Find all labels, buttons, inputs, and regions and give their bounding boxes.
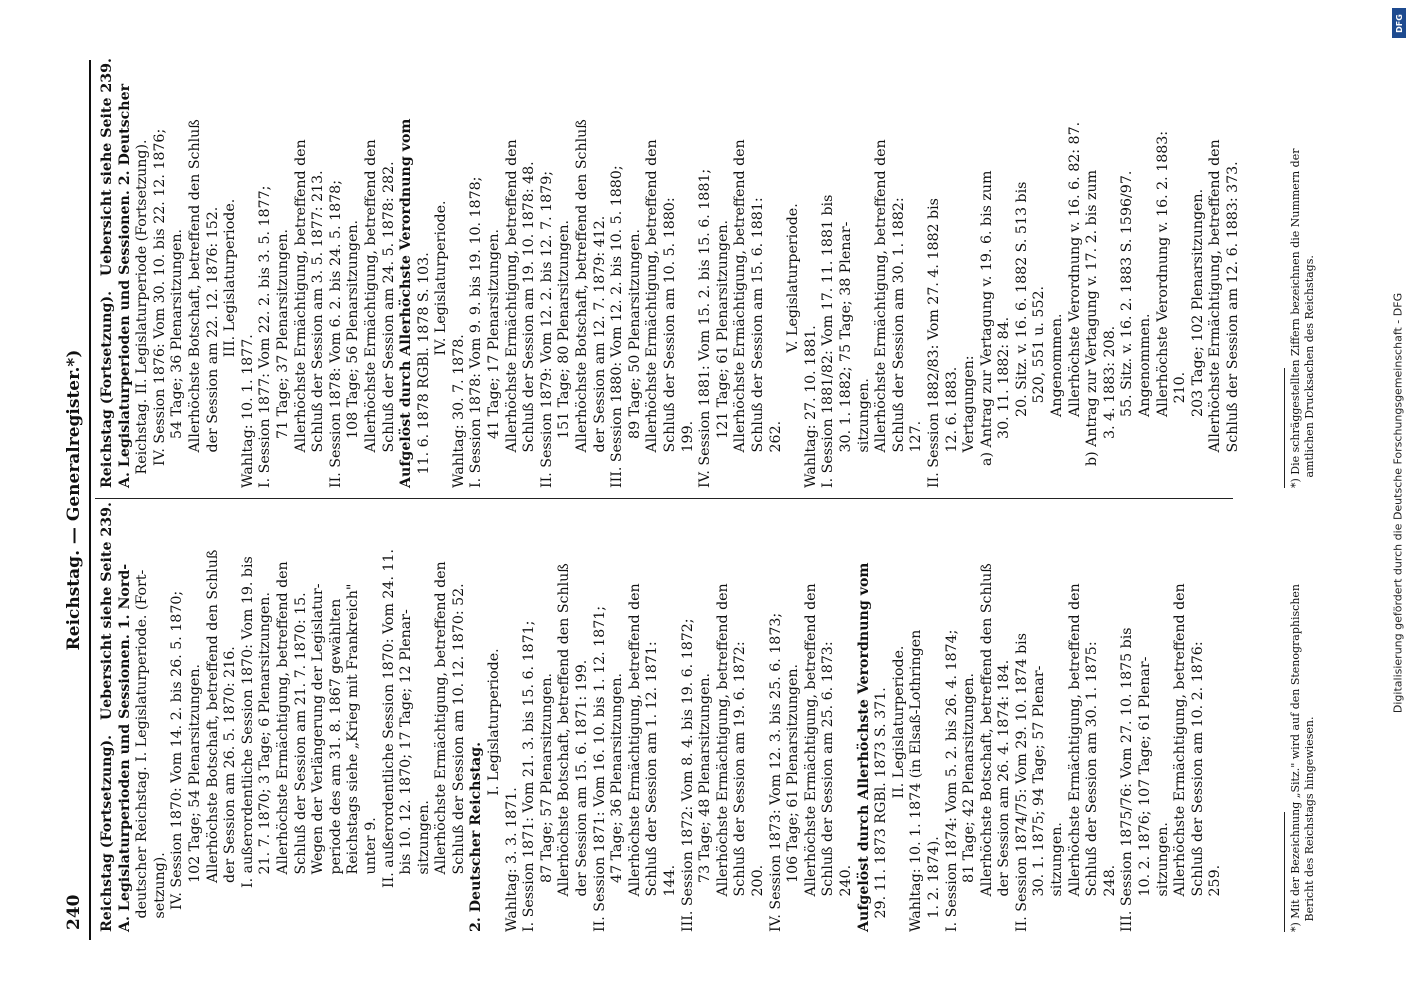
text-line: I. Session 1874: Vom 5. 2. bis 26. 4. 1874; xyxy=(943,629,960,932)
text-line: IV. Session 1881: Vom 15. 2. bis 15. 6. 1881; xyxy=(697,168,714,488)
text-line: Schluß der Session am 15. 6. 1881: xyxy=(749,197,766,466)
text-line: III. Session 1880: Vom 12. 2. bis 10. 5. 1880; xyxy=(609,165,626,488)
text-line: Allerhöchste Ermächtigung, betreffend den xyxy=(1066,583,1083,910)
footnote-rule-left xyxy=(1284,812,1285,932)
text-line: 248. xyxy=(1101,864,1118,910)
text-line: III. Session 1875/76: Vom 27. 10. 1875 bis xyxy=(1119,627,1136,932)
header-rule xyxy=(89,60,91,940)
footnote-right: *) Die schräggestellten Ziffern bezeichnen die Nummern der amtlichen Drucksachen des Reichstags. xyxy=(1289,148,1316,488)
text-line: der Session am 26. 4. 1874: 184. xyxy=(996,659,1013,910)
text-line: Allerhöchste Ermächtigung, betreffend den xyxy=(1207,139,1224,466)
dfg-logo xyxy=(1392,8,1406,38)
footnote-rule-right xyxy=(1284,368,1285,488)
text-line: IV. Session 1876: Vom 30. 10. bis 22. 12. 1876; xyxy=(151,128,168,466)
text-line: sitzungen. xyxy=(855,378,872,466)
text-line: Allerhöchste Ermächtigung, betreffend den xyxy=(873,139,890,466)
text-line: 29. 11. 1873 RGBl. 1873 S. 371. xyxy=(873,687,890,932)
text-line: Allerhöchste Ermächtigung, betreffend den xyxy=(292,139,309,466)
text-line: Reichstag. II. Legislaturperiode (Fortsetzung). xyxy=(134,139,151,488)
column-divider xyxy=(95,498,1233,499)
text-line: der Session am 15. 6. 1871: 199. xyxy=(574,659,591,910)
text-line: II. Legislaturperiode. xyxy=(890,645,907,799)
text-line: sitzungen. xyxy=(415,800,432,888)
text-line: Allerhöchste Ermächtigung, betreffend den xyxy=(626,583,643,910)
text-line: Schluß der Session am 1. 12. 1871: xyxy=(644,641,661,910)
text-line: 89 Tage; 50 Plenarsitzungen. xyxy=(626,228,643,466)
text-line: Schluß der Session am 24. 5. 1878: 282. xyxy=(380,161,397,466)
page-title: Reichstag. — Generalregister.*) xyxy=(64,349,84,651)
text-line: periode des am 31. 8. 1867 gewählten xyxy=(327,598,344,888)
dfg-logo-text: DFG xyxy=(1394,13,1404,33)
text-line: I. außerordentliche Session 1870: Vom 19. bis xyxy=(239,556,256,888)
text-line: deutscher Reichstag. I. Legislaturperiode. (Fort- xyxy=(134,569,151,932)
text-line: Angenommen. xyxy=(1137,313,1154,444)
text-line: Schluß der Session am 19. 6. 1872: xyxy=(732,641,749,910)
text-line: 2. Deutscher Reichstag. xyxy=(468,741,485,932)
text-line: b) Antrag zur Vertagung v. 17. 2. bis zum xyxy=(1084,169,1101,466)
text-line: Allerhöchste Botschaft, betreffend den Schluß xyxy=(204,549,221,910)
text-line: 3. 4. 1883: 208. xyxy=(1101,325,1118,466)
text-line: 108 Tage; 56 Plenarsitzungen. xyxy=(345,219,362,466)
text-line: I. Session 1881/82: Vom 17. 11. 1881 bis xyxy=(820,194,837,488)
text-line: Schluß der Session am 10. 2. 1876: xyxy=(1189,641,1206,910)
text-line: Wahltag: 10. 1. 1874 (in Elsaß-Lothringen xyxy=(908,629,925,932)
text-line: Allerhöchste Botschaft, betreffend den Schluß xyxy=(186,119,203,466)
text-line: Allerhöchste Ermächtigung, betreffend den xyxy=(274,561,291,888)
text-line: 87 Tage; 57 Plenarsitzungen. xyxy=(538,672,555,910)
text-line: Schluß der Session am 3. 5. 1877: 213. xyxy=(310,170,327,466)
text-line: Allerhöchste Botschaft, betreffend den Schluß xyxy=(574,119,591,466)
text-line: A. Legislaturperioden und Sessionen. 2. Deutscher xyxy=(116,83,133,488)
text-line: II. Session 1882/83: Vom 27. 4. 1882 bis xyxy=(925,198,942,488)
text-line: Reichstags siehe „Krieg mit Frankreich" xyxy=(345,583,362,888)
text-line: setzung). xyxy=(151,852,168,932)
text-line: Reichstag (Fortsetzung). Uebersicht siehe Seite 239. xyxy=(99,502,115,932)
text-line: Aufgelöst durch Allerhöchste Verordnung vom xyxy=(398,118,415,488)
text-line: Allerhöchste Ermächtigung, betreffend den xyxy=(732,139,749,466)
credit-text: Digitalisierung gefördert durch die Deutsche Forschungsgemeinschaft - DFG xyxy=(1391,292,1405,714)
text-line: Allerhöchste Verordnung v. 16. 2. 1883: xyxy=(1154,130,1171,444)
text-line: 30. 1. 1875; 94 Tage; 57 Plenar- xyxy=(1031,665,1048,910)
text-line: 54 Tage; 36 Plenarsitzungen. xyxy=(169,228,186,466)
text-line: Allerhöchste Ermächtigung, betreffend den xyxy=(433,561,450,888)
text-line: 47 Tage; 36 Plenarsitzungen. xyxy=(609,672,626,910)
text-line: Vertagungen: xyxy=(961,355,978,466)
text-line: 210. xyxy=(1172,371,1189,444)
rotated-document-page xyxy=(55,60,1345,940)
text-line: Wahltag: 3. 3. 1871. xyxy=(503,787,520,932)
text-line: 55. Sitz. v. 16. 2. 1883 S. 1596/97. xyxy=(1119,170,1136,444)
text-line: II. Session 1874/75: Vom 29. 10. 1874 bis xyxy=(1013,633,1030,932)
text-line: 11. 6. 1878 RGBl. 1878 S. 103. xyxy=(415,252,432,488)
text-line: 102 Tage; 54 Plenarsitzungen. xyxy=(186,663,203,910)
text-line: Allerhöchste Verordnung v. 16. 6. 82: 87. xyxy=(1066,121,1083,444)
text-line: Aufgelöst durch Allerhöchste Verordnung vom xyxy=(855,562,872,932)
text-line: 30. 1. 1882; 75 Tage; 38 Plenar- xyxy=(837,221,854,466)
text-line: II. Session 1871: Vom 16. 10. bis 1. 12. 1871; xyxy=(591,605,608,932)
text-line: Allerhöchste Ermächtigung, betreffend den xyxy=(802,583,819,910)
text-line: der Session am 12. 7. 1879: 412. xyxy=(591,215,608,466)
text-line: IV. Session 1870: Vom 14. 2. bis 26. 5. 1870; xyxy=(169,590,186,910)
text-line: 127. xyxy=(908,420,925,466)
text-line: Angenommen. xyxy=(1049,313,1066,444)
text-line: 30. 11. 1882: 84. xyxy=(996,316,1013,466)
text-line: der Session am 22. 12. 1876: 152. xyxy=(204,206,221,466)
text-line: bis 10. 12. 1870; 17 Tage; 12 Plenar- xyxy=(398,609,415,888)
text-line: 203 Tage; 102 Plenarsitzungen. xyxy=(1189,188,1206,444)
text-line: Wahltag: 27. 10. 1881. xyxy=(802,325,819,488)
text-line: Schluß der Session am 25. 6. 1873: xyxy=(820,641,837,910)
text-line: Schluß der Session am 30. 1. 1875: xyxy=(1084,641,1101,910)
left-column xyxy=(99,502,1345,932)
text-line: 81 Tage; 42 Plenarsitzungen. xyxy=(961,672,978,910)
text-line: 21. 7. 1870; 3 Tage; 6 Plenarsitzungen. xyxy=(257,592,274,888)
text-line: Schluß der Session am 19. 10. 1878: 48. xyxy=(521,161,538,466)
text-line: 520, 551 u. 552. xyxy=(1031,285,1048,444)
text-line: 20. Sitz. v. 16. 6. 1882 S. 513 bis xyxy=(1013,181,1030,444)
text-line: I. Session 1878: Vom 9. 9. bis 19. 10. 1878; xyxy=(468,176,485,488)
text-line: 200. xyxy=(749,864,766,910)
text-line: Allerhöchste Ermächtigung, betreffend den xyxy=(503,139,520,466)
text-line: 199. xyxy=(679,420,696,466)
text-line: 262. xyxy=(767,420,784,466)
text-line: Allerhöchste Ermächtigung, betreffend den xyxy=(644,139,661,466)
text-line: 10. 2. 1876; 107 Tage; 61 Plenar- xyxy=(1137,656,1154,910)
text-line: 121 Tage; 61 Plenarsitzungen. xyxy=(714,219,731,466)
text-line: 41 Tage; 17 Plenarsitzungen. xyxy=(486,228,503,466)
text-line: 106 Tage; 61 Plenarsitzungen. xyxy=(785,663,802,910)
page-number: 240 xyxy=(64,894,84,930)
text-line: 12. 6. 1883. xyxy=(943,366,960,466)
text-line: IV. Session 1873: Vom 12. 3. bis 25. 6. 1873; xyxy=(767,612,784,932)
text-line: a) Antrag zur Vertagung v. 19. 6. bis zum xyxy=(978,170,995,466)
text-line: unter 9. xyxy=(362,817,379,888)
text-line: Reichstag (Fortsetzung). Uebersicht siehe Seite 239. xyxy=(99,58,115,488)
text-line: sitzungen. xyxy=(1154,822,1171,910)
text-line: II. Session 1879: Vom 12. 2. bis 12. 7. 1879; xyxy=(538,170,555,488)
text-line: Schluß der Session am 10. 5. 1880: xyxy=(662,197,678,466)
text-line: II. Session 1878: Vom 6. 2. bis 24. 5. 1878; xyxy=(327,180,344,488)
text-line: IV. Legislaturperiode. xyxy=(433,200,450,356)
text-line: 151 Tage; 80 Plenarsitzungen. xyxy=(556,219,573,466)
text-line: 240. xyxy=(837,864,854,910)
text-line: Allerhöchste Botschaft, betreffend den Schluß xyxy=(978,563,995,910)
text-line: I. Legislaturperiode. xyxy=(486,648,503,796)
text-line: 1. 2. 1874). xyxy=(925,836,942,932)
text-line: III. Legislaturperiode. xyxy=(222,198,239,358)
text-line: 73 Tage; 48 Plenarsitzungen. xyxy=(697,672,714,910)
digitization-credit xyxy=(1391,8,1405,998)
right-column xyxy=(99,58,1345,488)
text-line: Allerhöchste Botschaft, betreffend den Schluß xyxy=(556,563,573,910)
text-line: Schluß der Session am 30. 1. 1882: xyxy=(890,197,907,466)
text-line: Allerhöchste Ermächtigung, betreffend den xyxy=(362,139,379,466)
text-line: Schluß der Session am 10. 12. 1870: 52. xyxy=(450,583,467,888)
text-line: 71 Tage; 37 Plenarsitzungen. xyxy=(274,228,291,466)
text-line: Schluß der Session am 12. 6. 1883: 373. xyxy=(1225,161,1241,466)
text-line: 144. xyxy=(662,864,678,910)
text-line: sitzungen. xyxy=(1049,822,1066,910)
text-line: Wahltag: 10. 1. 1877. xyxy=(239,334,256,488)
text-line: Schluß der Session am 21. 7. 1870: 15. xyxy=(292,592,309,888)
text-line: III. Session 1872: Vom 8. 4. bis 19. 6. 1872; xyxy=(679,618,696,932)
text-line: A. Legislaturperioden und Sessionen. 1. Nord- xyxy=(116,563,133,932)
running-header xyxy=(61,60,87,940)
text-line: Wegen der Verlängerung der Legislatur- xyxy=(310,583,327,888)
text-line: I. Session 1877: Vom 22. 2. bis 3. 5. 1877; xyxy=(257,185,274,488)
text-line: V. Legislaturperiode. xyxy=(785,203,802,353)
text-line: Wahltag: 30. 7. 1878. xyxy=(450,334,467,488)
text-line: II. außerordentliche Session 1870: Vom 24. 11. xyxy=(380,548,397,888)
text-line: I. Session 1871: Vom 21. 3. bis 15. 6. 1871; xyxy=(521,620,538,932)
text-line: Allerhöchste Ermächtigung, betreffend den xyxy=(714,583,731,910)
text-line: 259. xyxy=(1207,864,1224,910)
footnote-left: *) Mit der Bezeichnung „Sitz." wird auf den Stenographischen Bericht des Reichstags hingewiesen. xyxy=(1289,584,1316,932)
text-line: Allerhöchste Ermächtigung, betreffend den xyxy=(1172,583,1189,910)
text-line: der Session am 26. 5. 1870: 216. xyxy=(222,646,239,910)
